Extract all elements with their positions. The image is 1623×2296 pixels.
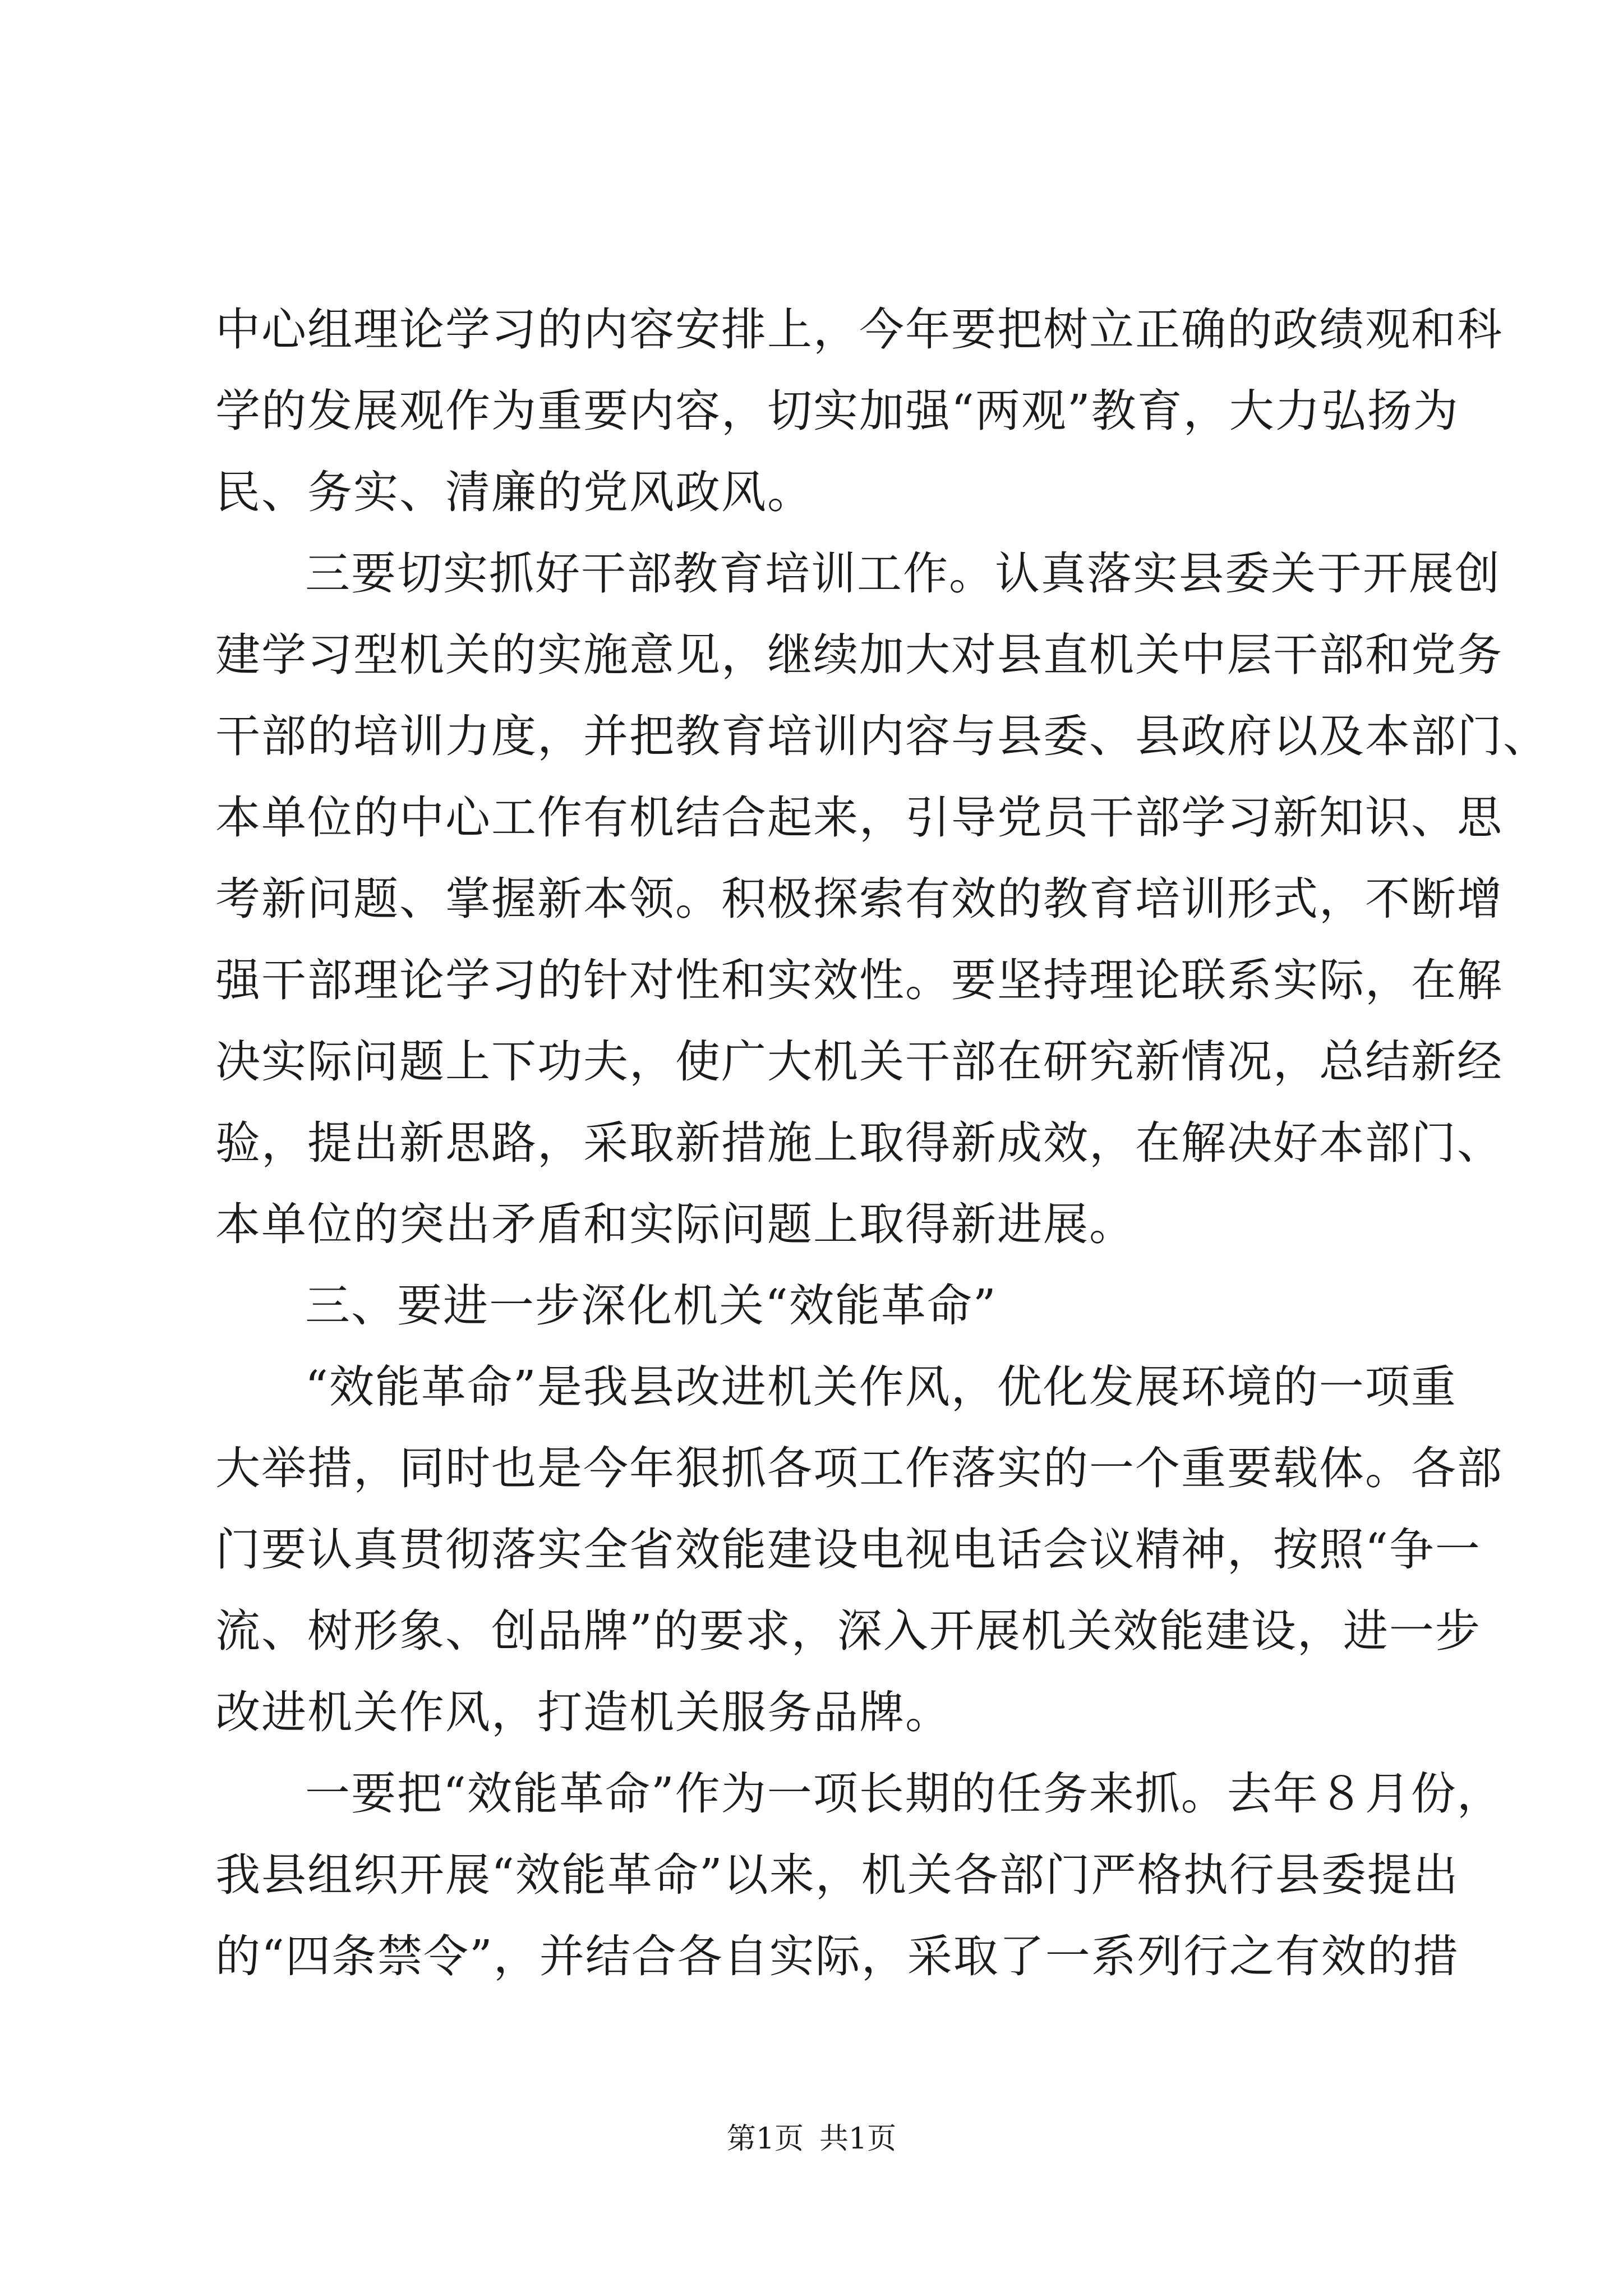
body-line: 改进机关作风，打造机关服务品牌。 (215, 1686, 951, 1738)
body-line: 三要切实抓好干部教育培训工作。认真落实县委关于开展创 (305, 547, 1501, 600)
body-line: 学的发展观作为重要内容，切实加强“两观”教育，大力弘扬为 (215, 385, 1459, 437)
body-line: 考新问题、掌握新本领。积极探索有效的教育培训形式，不断增 (215, 873, 1503, 925)
body-line: 强干部理论学习的针对性和实效性。要坚持理论联系实际，在解 (215, 954, 1503, 1006)
body-line: 本单位的中心工作有机结合起来，引导党员干部学习新知识、思 (215, 792, 1503, 844)
body-line: 一要把“效能革命”作为一项长期的任务来抓。去年８月份， (305, 1768, 1503, 1820)
body-line: 建学习型机关的实施意见，继续加大对县直机关中层干部和党务 (215, 629, 1503, 681)
body-line: 验，提出新思路，采取新措施上取得新成效，在解决好本部门、 (215, 1117, 1503, 1169)
body-line: 干部的培训力度，并把教育培训内容与县委、县政府以及本部门、 (215, 710, 1549, 762)
body-line: 决实际问题上下功夫，使广大机关干部在研究新情况，总结新经 (215, 1036, 1503, 1088)
body-line: “效能革命”是我县改进机关作风，优化发展环境的一项重 (305, 1361, 1457, 1413)
body-line: 大举措，同时也是今年狠抓各项工作落实的一个重要载体。各部 (215, 1442, 1503, 1494)
body-line: 中心组理论学习的内容安排上，今年要把树立正确的政绩观和科 (215, 303, 1503, 356)
body-line: 本单位的突出矛盾和实际问题上取得新进展。 (215, 1198, 1135, 1250)
body-line: 民、务实、清廉的党风政风。 (215, 466, 813, 518)
body-line: 的“四条禁令”，并结合各自实际，采取了一系列行之有效的措 (215, 1930, 1459, 1982)
page-footer (0, 2115, 1623, 2157)
section-heading: 三、要进一步深化机关“效能革命” (305, 1280, 997, 1332)
body-line: 我县组织开展“效能革命”以来，机关各部门严格执行县委提出 (215, 1849, 1459, 1901)
body-line: 流、树形象、创品牌”的要求，深入开展机关效能建设，进一步 (215, 1605, 1481, 1657)
page-number-total: 共1页 (819, 2122, 897, 2156)
page-number-current: 第1页 (726, 2122, 804, 2156)
body-line: 门要认真贯彻落实全省效能建设电视电话会议精神，按照“争一 (215, 1524, 1481, 1576)
